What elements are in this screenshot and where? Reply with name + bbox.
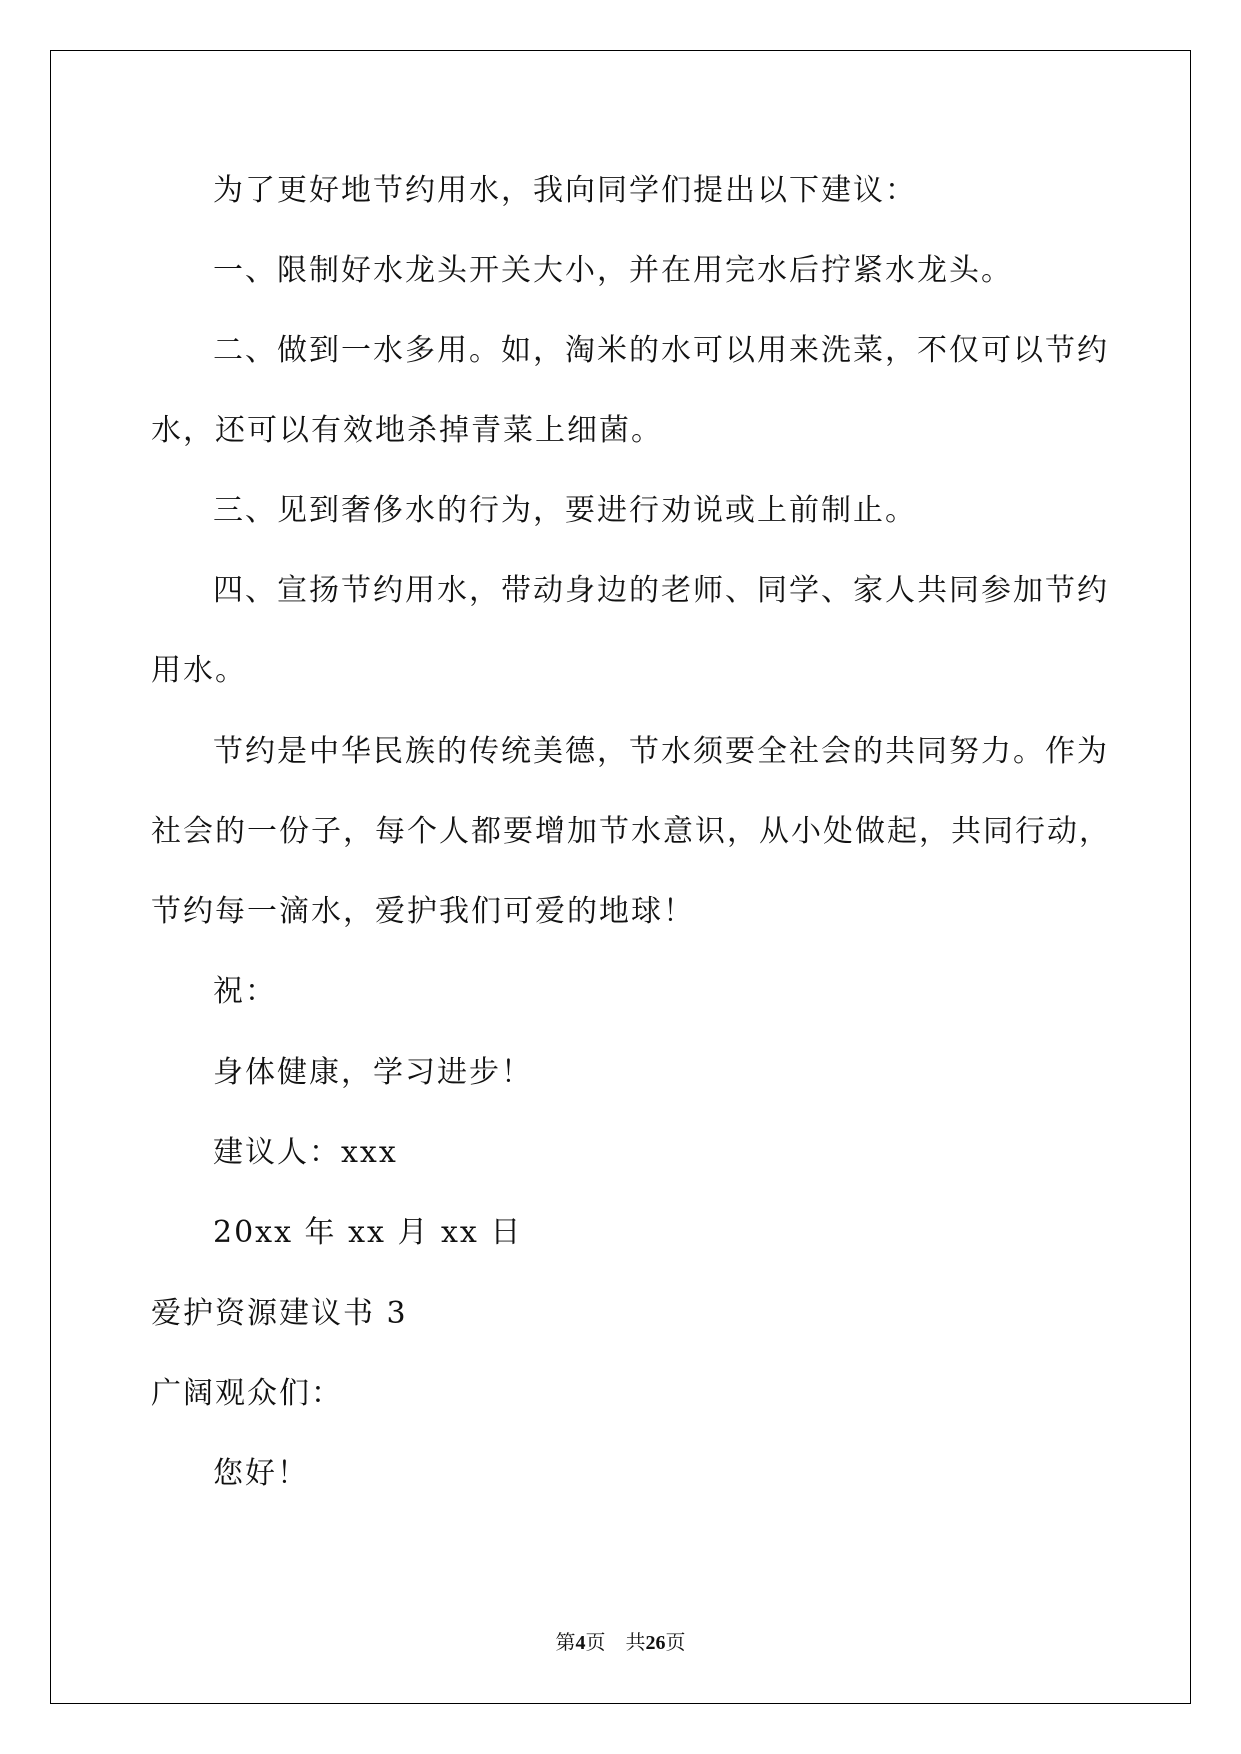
paragraph-line: 身体健康，学习进步！ [213,1055,533,1090]
total-pages-number: 26 [645,1632,666,1654]
footer-prefix: 第 [555,1632,576,1654]
section-title: 爱护资源建议书 3 [151,1296,408,1331]
greeting: 您好！ [213,1456,309,1491]
footer-mid: 页 共 [585,1632,646,1654]
paragraph-line: 一、限制好水龙头开关大小，并在用完水后拧紧水龙头。 [213,253,1013,288]
paragraph-line: 为了更好地节约用水，我向同学们提出以下建议： [213,173,917,208]
current-page-number: 4 [575,1632,586,1654]
salutation: 广阔观众们： [151,1376,343,1411]
paragraph-line: 用水。 [151,653,247,688]
paragraph-line: 20xx 年 xx 月 xx 日 [213,1215,523,1250]
paragraph-line: 二、做到一水多用。如，淘米的水可以用来洗菜，不仅可以节约 [213,333,1109,368]
paragraph-line: 水，还可以有效地杀掉青菜上细菌。 [151,413,663,448]
paragraph-line: 节约每一滴水，爱护我们可爱的地球！ [151,894,695,929]
paragraph-line: 建议人：xxx [213,1135,398,1170]
page-footer [0,1626,1241,1655]
paragraph-line: 四、宣扬节约用水，带动身边的老师、同学、家人共同参加节约 [213,573,1109,608]
footer-suffix: 页 [665,1632,686,1654]
paragraph-line: 三、见到奢侈水的行为，要进行劝说或上前制止。 [213,493,917,528]
paragraph-line: 社会的一份子，每个人都要增加节水意识，从小处做起，共同行动， [151,814,1111,849]
paragraph-line: 祝： [213,974,277,1009]
paragraph-line: 节约是中华民族的传统美德，节水须要全社会的共同努力。作为 [213,734,1109,769]
